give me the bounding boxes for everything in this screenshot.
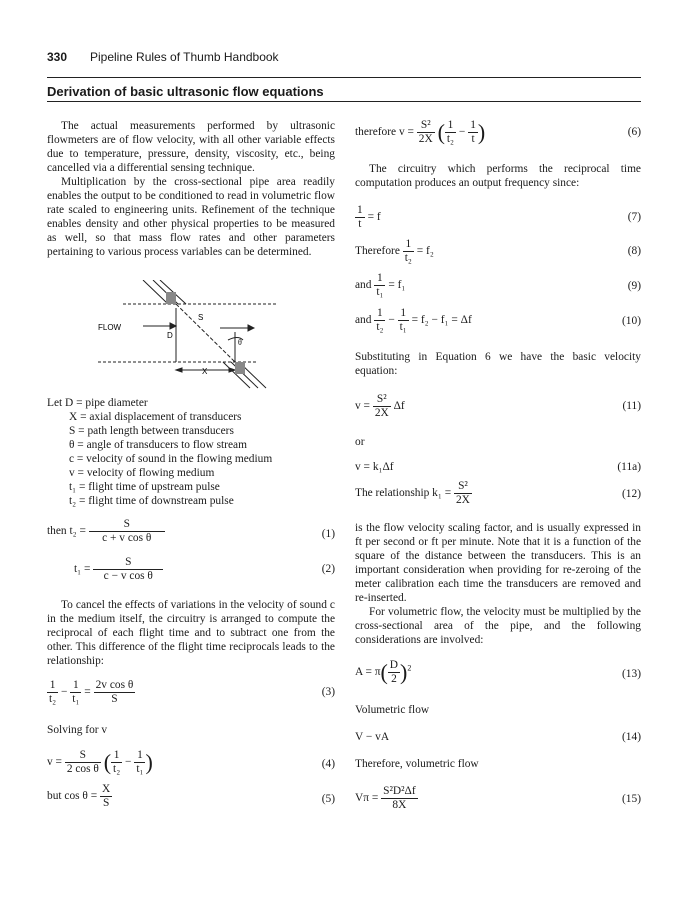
- book-title: Pipeline Rules of Thumb Handbook: [90, 50, 279, 64]
- equation-7: $\frac{1}{t}$ = f: [357, 204, 381, 230]
- equation-number: (5): [321, 793, 335, 805]
- equation-number: (2): [321, 563, 335, 575]
- diameter-label: D: [167, 331, 173, 340]
- solving-label: Solving for v: [47, 724, 108, 736]
- equation-12: The relationship k₁ = $\frac{\text{S²}}{2X}$: [355, 480, 470, 506]
- equation-number: (14): [622, 731, 641, 743]
- equation-13: A = π( $\frac{D}{2}$ )$^2$: [355, 659, 412, 685]
- definition-line: t₁ = flight time of upstream pulse: [69, 481, 220, 493]
- therefore-volumetric-label: Therefore, volumetric flow: [355, 758, 479, 770]
- substitution-paragraph: Substituting in Equation 6 we have the basic velocity equation:: [355, 351, 641, 378]
- equation-number: (1): [321, 528, 335, 540]
- equation-4: v = $\frac{S}{\text{2 cos θ}}$ ( $\frac{1}{\text{t₂}}$ − $\frac{1}{\text{t₁}}$ ): [47, 749, 153, 775]
- definition-line: θ = angle of transducers to flow stream: [69, 439, 247, 451]
- upstream-transducer: [166, 292, 176, 304]
- equation-number: (12): [622, 488, 641, 500]
- equation-number: (13): [622, 668, 641, 680]
- angle-label: θ: [238, 338, 242, 347]
- equation-number: (6): [627, 126, 641, 138]
- multiplication-paragraph: Multiplication by the cross-sectional pipe area readily enables the output to be conditioned to read in volumetric flow rate scaled to engineering units. Refinement of the technique enables density and other physical properties to be measured as well, so that mass flow rates and other parameters pertaining to various process variables can be determined.: [47, 176, 335, 259]
- equation-11a: v = k₁Δf: [355, 461, 394, 473]
- equation-number: (10): [622, 315, 641, 327]
- header-rule: [47, 77, 641, 78]
- path-label: S: [198, 313, 204, 322]
- x-label: X: [202, 367, 208, 376]
- definition-line: v = velocity of flowing medium: [69, 467, 215, 479]
- equation-2: t₁ = $\frac{S}{\text{c − v cos θ}}$: [74, 556, 163, 583]
- sound-path-line: [176, 304, 235, 362]
- equation-number: (3): [321, 686, 335, 698]
- volumetric-paragraph: For volumetric flow, the velocity must be multiplied by the cross-sectional area of the pipe, and the following considerations are involved:: [355, 606, 641, 647]
- downstream-transducer: [235, 362, 245, 374]
- equation-number: (15): [622, 793, 641, 805]
- equation-15: Vπ = $\frac{\text{S²D²Δf}}{8X}$: [355, 785, 416, 811]
- intro-paragraph: The actual measurements performed by ultrasonic flowmeters are of flow velocity, with all other variable effects due to temperature, pressure, density, viscosity, etc., being cancelled via a differential sensing technique.: [47, 120, 335, 175]
- equation-1: then t₂ = $\frac{S}{\text{c + v cos θ}}$: [47, 518, 165, 545]
- equation-3: $\frac{1}{\text{t₂}}$ − $\frac{1}{\text{t₁}}$ = $\frac{\text{2v cos θ}}{S}$: [49, 679, 134, 705]
- equation-14: V − vA: [355, 731, 390, 743]
- equation-10: and $\frac{1}{\text{t₂}}$ − $\frac{1}{\text{t₁}}$ = f₂ − f₁ = Δf: [355, 307, 472, 333]
- flowmeter-diagram: [98, 280, 278, 390]
- equation-5: but cos θ = $\frac{X}{S}$: [47, 783, 111, 809]
- x-arrow-left: [176, 368, 182, 372]
- equation-number: (4): [321, 758, 335, 770]
- flow-arrowhead: [170, 323, 176, 329]
- x-arrow-right: [229, 368, 235, 372]
- section-rule: [47, 101, 641, 102]
- definition-line: X = axial displacement of transducers: [69, 411, 242, 423]
- definition-line: c = velocity of sound in the flowing medium: [69, 453, 273, 465]
- equation-number: (11): [622, 400, 641, 412]
- equation-number: (9): [627, 280, 641, 292]
- equation-8: Therefore $\frac{1}{\text{t₂}}$ = f₂: [355, 238, 434, 264]
- equation-number: (7): [627, 211, 641, 223]
- definition-line: Let D = pipe diameter: [47, 397, 148, 409]
- volumetric-flow-label: Volumetric flow: [355, 704, 430, 716]
- equation-9: and $\frac{1}{\text{t₁}}$ = f₁: [355, 272, 406, 298]
- angle-arrowhead: [248, 325, 254, 331]
- equation-11: v = $\frac{\text{S²}}{2X}$ Δf: [355, 393, 405, 419]
- definition-line: t₂ = flight time of downstream pulse: [69, 495, 234, 507]
- cancel-effects-paragraph: To cancel the effects of variations in the velocity of sound c in the medium itself, the circuitry is arranged to compute the reciprocal of each flight time and to subtract one from the other. This difference of the flight time reciprocals leads to the relationship:: [47, 599, 335, 668]
- page-number: 330: [47, 50, 68, 64]
- scaling-factor-paragraph: is the flow velocity scaling factor, and is usually expressed in ft per second or ft per minute. Note that it is a function of the square of the distance between the transducers. This is an important consideration when providing for re-zeroing of the meter calibration each time the transducers are removed and re-inserted.: [355, 522, 641, 605]
- section-title: Derivation of basic ultrasonic flow equations: [47, 84, 324, 99]
- equation-number: (8): [627, 245, 641, 257]
- flow-label: FLOW: [98, 323, 122, 332]
- equation-number: (11a): [617, 461, 641, 473]
- definition-line: S = path length between transducers: [69, 425, 234, 437]
- or-label: or: [355, 436, 365, 448]
- equation-6: therefore v = $\frac{\text{S²}}{2X}$ ( $\frac{1}{\text{t₂}}$ − $\frac{1}{t}$ ): [355, 119, 486, 145]
- circuitry-paragraph: The circuitry which performs the reciprocal time computation produces an output frequency since:: [355, 163, 641, 190]
